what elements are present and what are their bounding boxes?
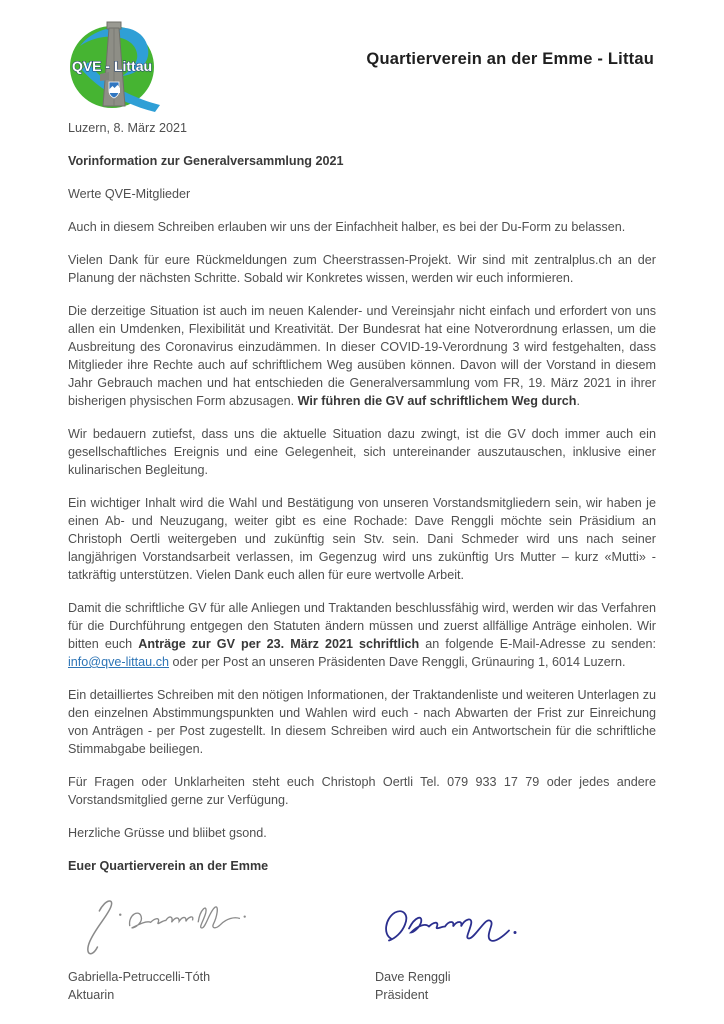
signer-left-role: Aktuarin — [68, 988, 115, 1002]
place-date: Luzern, 8. März 2021 — [68, 121, 188, 135]
subject-line: Vorinformation zur Generalversammlung 2021 — [68, 154, 344, 168]
paragraph — [68, 251, 656, 287]
paragraph — [68, 302, 656, 410]
paragraph — [68, 599, 656, 671]
letter-body — [68, 218, 656, 875]
text-run: an folgende E-Mail-Adresse zu senden: — [419, 637, 656, 651]
paragraph — [68, 824, 656, 842]
text-run: Herzliche Grüsse und bliibet gsond. — [68, 826, 267, 840]
signature-gabriella-image — [68, 890, 258, 966]
text-run: Ein wichtiger Inhalt wird die Wahl und Bestätigung von unseren Vorstandsmitgliedern sein, wir haben je einen Ab- und Neuzugang, weiter gibt es eine Rochade: Dave Renggli möchte sein Präsidium an Christoph Oertli weitergeben und zukünftig sein Stv. sein. Dani Schmeder wird uns nach seiner langjährigen Vorstandsarbeit verlassen, im Gegenzug wird uns zukünftig Urs Mutter – kurz «Mutti» - tatkräftig unterstützen. Vielen Dank euch allen für eure wertvolle Arbeit. — [68, 496, 656, 582]
letter-content — [68, 119, 656, 1004]
signer-left-name: Gabriella-Petruccelli-Tóth — [68, 970, 211, 984]
text-run: Die derzeitige Situation ist auch im neuen Kalender- und Vereinsjahr nicht einfach und erfordert von uns allen ein Umdenken, Flexibilität und Kreativität. Der Bundesrat hat eine Notverordnung erlassen, um die Ausbreitung des Coronavirus einzudämmen. In dieser COVID-19-Verordnung 3 wird festgehalten, dass Mitglieder ihre Rechte auch auf schriftlichem Weg ausüben können. Davon will der Vorstand in diesem Jahr Gebrauch machen und hat entschieden die Generalversammlung vom FR, 19. März 2021 in ihrer bisherigen physischen Form abzusagen. — [68, 304, 656, 408]
signer-right — [375, 968, 656, 1004]
bold-text: Anträge zur GV per 23. März 2021 schriftlich — [138, 637, 420, 651]
signature-row — [68, 890, 656, 966]
salutation: Werte QVE-Mitglieder — [68, 187, 191, 201]
signer-right-role: Präsident — [375, 988, 429, 1002]
signature-left-cell — [68, 890, 375, 971]
signer-right-name: Dave Renggli — [375, 970, 451, 984]
text-run: . — [576, 394, 580, 408]
qve-logo — [66, 18, 162, 112]
text-run: Damit die schriftliche GV für alle Anliegen und Traktanden beschlussfähig wird, werden wir das Verfahren für die Durchführung entgegen den Statuten ändern müssen und zuerst allfällige Anträge einholen. Wir bitten euch — [68, 601, 656, 651]
logo-text: QVE - Littau — [71, 58, 153, 74]
text-run: Auch in diesem Schreiben erlauben wir uns der Einfachheit halber, es bei der Du-Form zu belassen. — [68, 220, 626, 234]
signature-dave-image — [375, 898, 525, 954]
paragraph — [68, 425, 656, 479]
email-link[interactable]: info@qve-littau.ch — [68, 655, 169, 669]
paragraph — [68, 857, 656, 875]
signature-right-cell — [375, 890, 656, 959]
paragraph — [68, 218, 656, 236]
org-title: Quartierverein an der Emme - Littau — [366, 50, 654, 68]
signature-names-row — [68, 968, 656, 1004]
bold-text: Wir führen die GV auf schriftlichem Weg durch — [297, 394, 577, 408]
text-run: Ein detailliertes Schreiben mit den nötigen Informationen, der Traktandenliste und weiteren Unterlagen zu den einzelnen Abstimmungspunkten und Wahlen wird euch - nach Abwarten der Frist zur Einreichung von Anträgen - per Post zugestellt. In diesem Schreiben wird auch ein Antwortschein für die schriftliche Stimmabgabe beiliegen. — [68, 688, 656, 756]
text-run: Wir bedauern zutiefst, dass uns die aktuelle Situation dazu zwingt, ist die GV doch immer auch ein gesellschaftliches Ereignis und eine Gelegenheit, sich untereinander auszutauschen, inklusive einer kulinarischen Begleitung. — [68, 427, 656, 477]
text-run: oder per Post an unseren Präsidenten Dave Renggli, Grünauring 1, 6014 Luzern. — [169, 655, 626, 669]
paragraph — [68, 686, 656, 758]
text-run: Vielen Dank für eure Rückmeldungen zum Cheerstrassen-Projekt. Wir sind mit zentralplus.ch an der Planung der nächsten Schritte. Sobald wir Konkretes wissen, werden wir euch informieren. — [68, 253, 656, 285]
paragraph — [68, 494, 656, 584]
bold-text: Euer Quartierverein an der Emme — [68, 859, 269, 873]
signer-left — [68, 968, 375, 1004]
paragraph — [68, 773, 656, 809]
text-run: Für Fragen oder Unklarheiten steht euch Christoph Oertli Tel. 079 933 17 79 oder jedes andere Vorstandsmitglied gerne zur Verfügung. — [68, 775, 656, 807]
